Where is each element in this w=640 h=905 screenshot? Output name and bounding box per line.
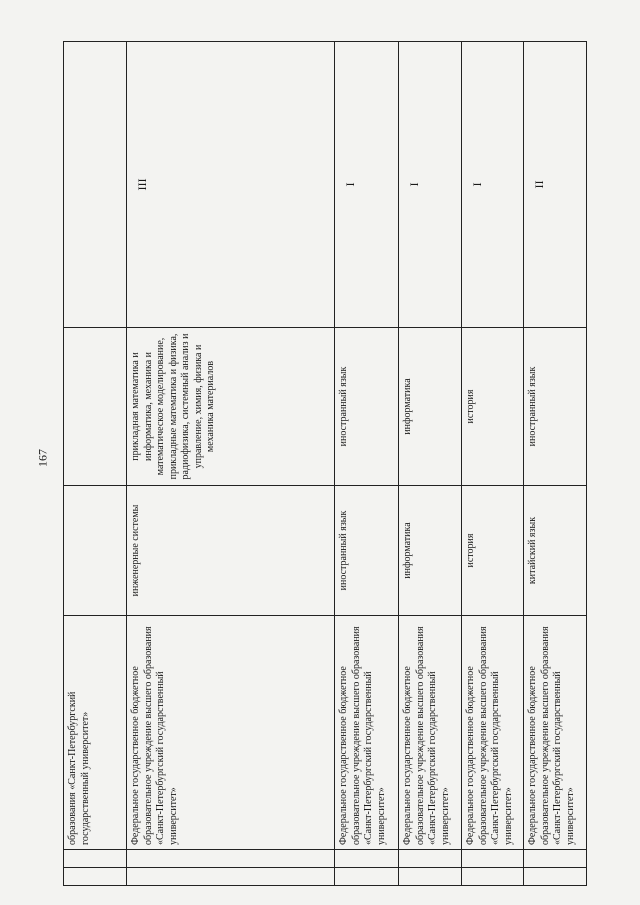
level-cell: I: [462, 42, 524, 328]
organization-cell: Федеральное государственное бюджетное образовательное учреждение высшего образования «Санкт-Петербургский государственный университет»: [399, 616, 462, 850]
directions-cell: прикладная математика и информатика, механика и математическое моделирование, прикладные математика и физика, радиофизика, системный анализ и управление, химия, физика и механика материалов: [127, 328, 335, 486]
number-cell: [399, 868, 462, 886]
level-cell: [64, 42, 127, 328]
name-cell: [524, 850, 587, 868]
number-cell: [64, 868, 127, 886]
olympiad-table: [63, 41, 587, 886]
table-row: [524, 42, 587, 886]
discipline-cell: китайский язык: [524, 486, 587, 616]
organization-cell: Федеральное государственное бюджетное образовательное учреждение высшего образования «Санкт-Петербургский государственный университет»: [524, 616, 587, 850]
organization-cell: Федеральное государственное бюджетное образовательное учреждение высшего образования «Санкт-Петербургский государственный университет»: [127, 616, 335, 850]
discipline-cell: [64, 486, 127, 616]
organization-cell: Федеральное государственное бюджетное образовательное учреждение высшего образования «Санкт-Петербургский государственный университет»: [335, 616, 399, 850]
name-cell: [64, 850, 127, 868]
name-cell: [399, 850, 462, 868]
level-cell: I: [335, 42, 399, 328]
table-row: [64, 42, 127, 886]
name-cell: [127, 850, 335, 868]
discipline-cell: иностранный язык: [335, 486, 399, 616]
number-cell: [462, 868, 524, 886]
discipline-cell: инженерные системы: [127, 486, 335, 616]
directions-cell: информатика: [399, 328, 462, 486]
directions-cell: иностранный язык: [524, 328, 587, 486]
table-row: [127, 42, 335, 886]
number-cell: [335, 868, 399, 886]
directions-cell: [64, 328, 127, 486]
table-row: [462, 42, 524, 886]
directions-cell: история: [462, 328, 524, 486]
number-cell: [524, 868, 587, 886]
level-cell: II: [524, 42, 587, 328]
discipline-cell: информатика: [399, 486, 462, 616]
level-cell: I: [399, 42, 462, 328]
level-cell: III: [127, 42, 335, 328]
organization-cell: образования «Санкт-Петербургский государственный университет»: [64, 616, 127, 850]
table-row: [335, 42, 399, 886]
table-container: [63, 42, 586, 886]
page-number: 167: [35, 449, 50, 467]
table-row: [399, 42, 462, 886]
discipline-cell: история: [462, 486, 524, 616]
directions-cell: иностранный язык: [335, 328, 399, 486]
number-cell: [127, 868, 335, 886]
organization-cell: Федеральное государственное бюджетное образовательное учреждение высшего образования «Санкт-Петербургский государственный университет»: [462, 616, 524, 850]
name-cell: [335, 850, 399, 868]
name-cell: [462, 850, 524, 868]
